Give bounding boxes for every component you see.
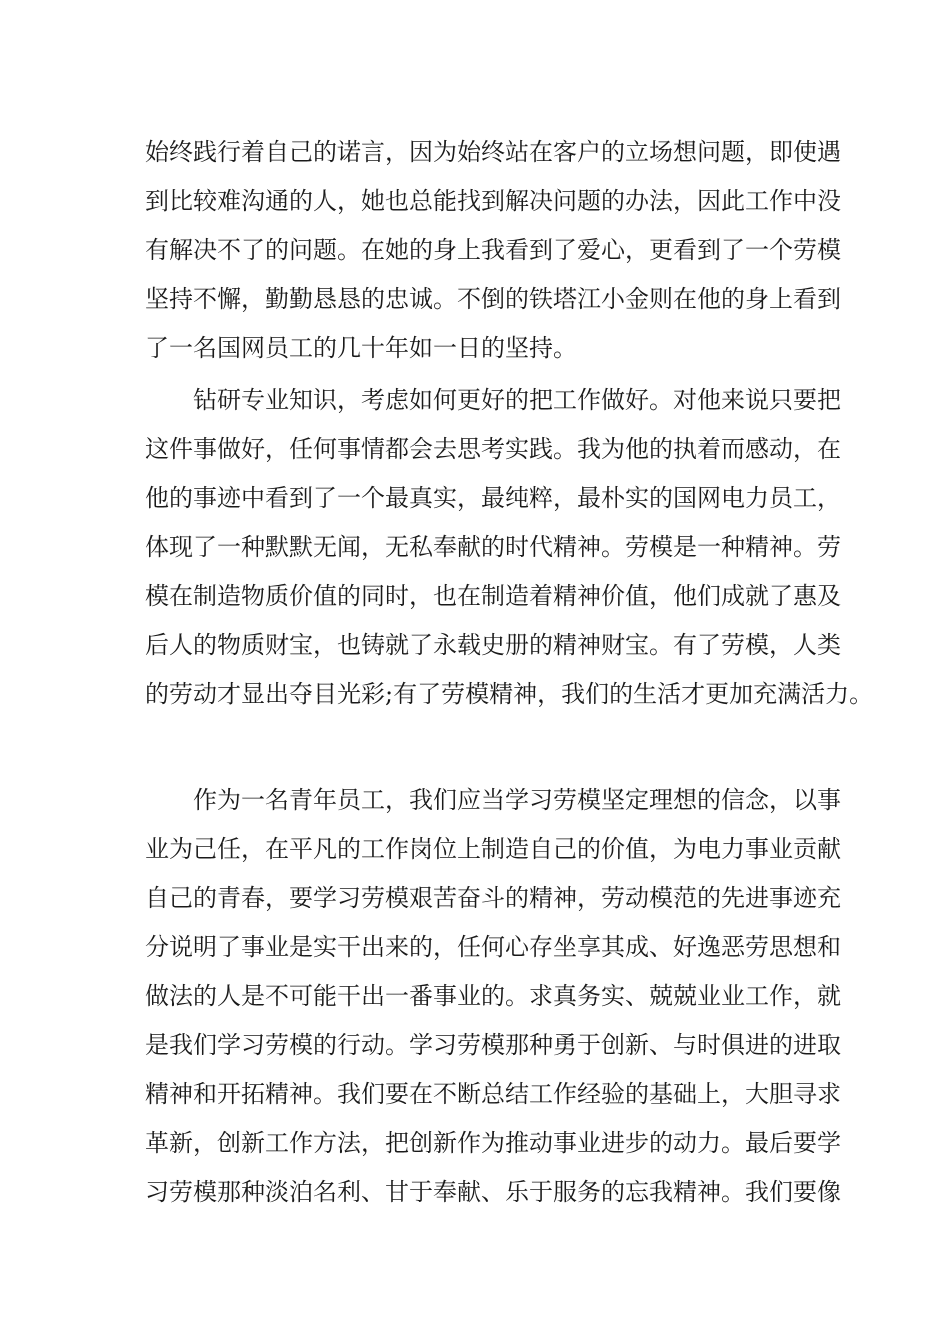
- text-line: 坚持不懈，勤勤恳恳的忠诚。不倒的铁塔江小金则在他的身上看到: [145, 285, 841, 313]
- text-line: 模在制造物质价值的同时，也在制造着精神价值，他们成就了惠及: [145, 582, 841, 610]
- text-line: 是我们学习劳模的行动。学习劳模那种勇于创新、与时俱进的进取: [145, 1031, 841, 1059]
- text-line: 有解决不了的问题。在她的身上我看到了爱心，更看到了一个劳模: [145, 236, 841, 264]
- text-line: 自己的青春，要学习劳模艰苦奋斗的精神，劳动模范的先进事迹充: [145, 884, 841, 912]
- text-line: 他的事迹中看到了一个最真实，最纯粹，最朴实的国网电力员工，: [145, 484, 841, 512]
- text-line: 业为己任，在平凡的工作岗位上制造自己的价值，为电力事业贡献: [145, 835, 841, 863]
- text-line: 始终践行着自己的诺言，因为始终站在客户的立场想问题，即使遇: [145, 138, 841, 166]
- text-line: 做法的人是不可能干出一番事业的。求真务实、兢兢业业工作，就: [145, 982, 841, 1010]
- text-line: 后人的物质财宝，也铸就了永载史册的精神财宝。有了劳模，人类: [145, 631, 841, 659]
- text-line: 了一名国网员工的几十年如一日的坚持。: [145, 334, 577, 362]
- text-line: 的劳动才显出夺目光彩;有了劳模精神，我们的生活才更加充满活力。: [145, 680, 874, 708]
- text-line: 钻研专业知识，考虑如何更好的把工作做好。对他来说只要把: [193, 386, 841, 414]
- text-line: 分说明了事业是实干出来的，任何心存坐享其成、好逸恶劳思想和: [145, 933, 841, 961]
- text-line: 习劳模那种淡泊名利、甘于奉献、乐于服务的忘我精神。我们要像: [145, 1178, 841, 1206]
- text-line: 精神和开拓精神。我们要在不断总结工作经验的基础上，大胆寻求: [145, 1080, 841, 1108]
- text-line: 体现了一种默默无闻，无私奉献的时代精神。劳模是一种精神。劳: [145, 533, 841, 561]
- text-line: 到比较难沟通的人，她也总能找到解决问题的办法，因此工作中没: [145, 187, 841, 215]
- text-line: 革新，创新工作方法，把创新作为推动事业进步的动力。最后要学: [145, 1129, 841, 1157]
- text-line: 作为一名青年员工，我们应当学习劳模坚定理想的信念，以事: [193, 786, 841, 814]
- text-line: 这件事做好，任何事情都会去思考实践。我为他的执着而感动，在: [145, 435, 841, 463]
